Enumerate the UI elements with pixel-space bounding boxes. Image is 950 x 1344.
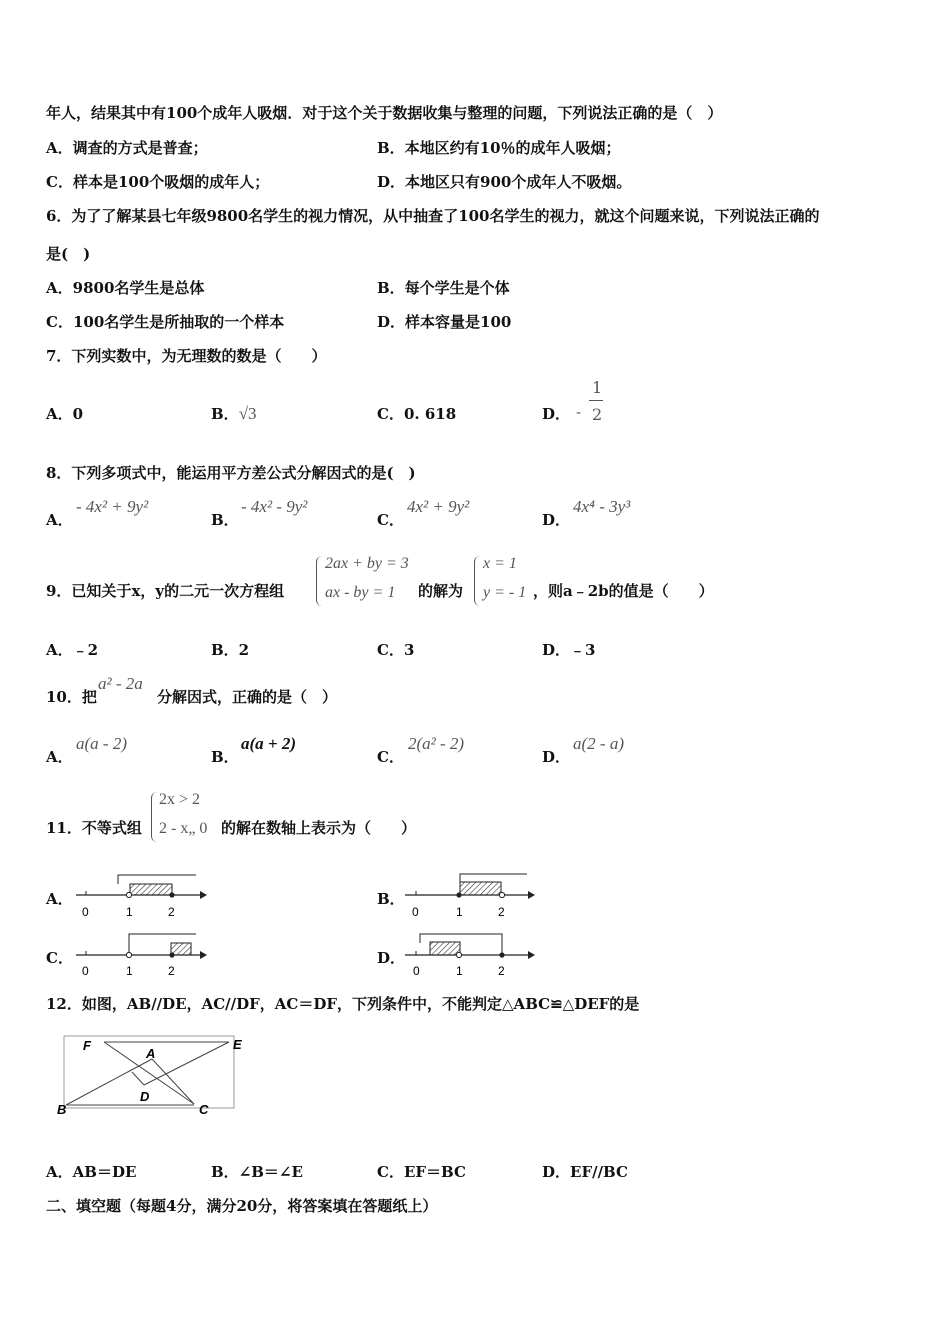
q11-numberline-b <box>405 874 535 919</box>
q5-option-c: C．样本是100个吸烟的成年人； <box>46 173 270 191</box>
q11-inequality-1: 2x > 2 <box>159 791 201 808</box>
q5-option-d: D．本地区只有900个成年人不吸烟。 <box>377 173 632 191</box>
q11-a-tick-2: 2 <box>168 905 175 919</box>
q6-option-d: D．样本容量是100 <box>377 313 512 331</box>
q12-option-c: C．EF＝BC <box>377 1163 466 1181</box>
q10-b-math: a(a + 2) <box>241 734 297 753</box>
q12-label-e: E <box>233 1037 242 1052</box>
q10-d-math: a(2 - a) <box>573 734 624 753</box>
q5-option-b: B．本地区约有10％的成年人吸烟； <box>377 139 621 157</box>
q6-stem-line2: 是( ) <box>46 245 91 263</box>
q12-label-d: D <box>140 1089 150 1104</box>
q12-label-f: F <box>83 1038 91 1053</box>
q5-stem: 年人，结果其中有100个成年人吸烟．对于这个关于数据收集与整理的问题，下列说法正确的是（ ） <box>46 104 723 122</box>
q10-stem-post: 分解因式，正确的是（ ） <box>157 688 338 706</box>
q9-option-c: C．3 <box>377 641 415 659</box>
q6-option-a: A．9800名学生是总体 <box>46 279 205 297</box>
q7-b-label: B． <box>211 405 239 423</box>
q11-c-label: C． <box>46 949 73 967</box>
q7-d-sign: - <box>576 403 582 421</box>
q6-option-b: B．每个学生是个体 <box>377 279 510 297</box>
q10-a-math: a(a - 2) <box>76 734 127 753</box>
q11-d-tick-1: 1 <box>456 964 463 978</box>
q11-inequality-2: 2 - x„ 0 <box>159 820 208 837</box>
q10-b-label: B． <box>211 748 239 766</box>
q6-option-c: C．100名学生是所抽取的一个样本 <box>46 313 285 331</box>
q11-stem-post: 的解在数轴上表示为（ ） <box>221 819 417 837</box>
q11-numberline-d <box>405 934 535 978</box>
q12-label-c: C <box>199 1102 209 1117</box>
q5-option-a: A．调查的方式是普查； <box>46 139 208 157</box>
q7-d-numerator: 1 <box>592 378 603 397</box>
q11-numberline-a <box>76 875 207 919</box>
q8-d-label: D． <box>542 511 571 529</box>
q11-b-tick-0: 0 <box>412 905 419 919</box>
q8-d-math: 4x⁴ - 3y³ <box>573 497 631 516</box>
q9-solution-1: x = 1 <box>483 555 517 572</box>
q8-c-math: 4x² + 9y² <box>407 497 470 516</box>
q8-b-label: B． <box>211 511 239 529</box>
q11-c-tick-0: 0 <box>82 964 89 978</box>
q11-numberline-c <box>76 934 207 978</box>
q8-b-math: - 4x² - 9y² <box>241 497 308 516</box>
q11-d-label: D． <box>377 949 406 967</box>
q10-c-label: C． <box>377 748 404 766</box>
q7-b-math: √3 <box>238 404 257 423</box>
q10-a-label: A． <box>46 748 73 766</box>
q11-b-tick-2: 2 <box>498 905 505 919</box>
section2-title: 二、填空题（每题4分，满分20分，将答案填在答题纸上） <box>46 1197 438 1215</box>
q12-label-b: B <box>57 1102 67 1117</box>
q11-a-label: A． <box>46 890 73 908</box>
q8-a-math: - 4x² + 9y² <box>76 497 149 516</box>
q12-stem: 12．如图，AB//DE，AC//DF，AC＝DF，下列条件中，不能判定△ABC≌△DEF的是 <box>46 995 640 1013</box>
q12-option-a: A．AB＝DE <box>46 1163 137 1181</box>
q7-d-denominator: 2 <box>592 405 603 424</box>
q9-stem-post: ，则a﹣2b的值是（ ） <box>533 582 714 600</box>
q7-c-label: C． <box>377 405 404 423</box>
q11-a-tick-0: 0 <box>82 905 89 919</box>
q11-d-tick-2: 2 <box>498 964 505 978</box>
q12-label-a: A <box>146 1046 156 1061</box>
q9-equation-1: 2ax + by = 3 <box>325 555 409 572</box>
q10-expression: a² - 2a <box>98 674 143 693</box>
q10-d-label: D． <box>542 748 571 766</box>
q7-option-d-label: D． <box>542 405 571 423</box>
q9-stem-mid: 的解为 <box>418 582 464 600</box>
q9-option-a: A．﹣2 <box>46 641 99 659</box>
q9-stem-pre: 9．已知关于x，y的二元一次方程组 <box>46 582 285 600</box>
q7-c-value: 0. 618 <box>403 405 457 423</box>
q11-stem-pre: 11．不等式组 <box>46 819 142 837</box>
q12-option-b: B．∠B＝∠E <box>211 1163 303 1181</box>
q11-d-tick-0: 0 <box>413 964 420 978</box>
q7-a-label: A． <box>46 405 73 423</box>
q9-equation-2: ax - by = 1 <box>325 584 396 601</box>
q11-b-label: B． <box>377 890 405 908</box>
q8-stem: 8．下列多项式中，能运用平方差公式分解因式的是( ) <box>46 464 416 482</box>
q12-option-d: D．EF//BC <box>542 1163 628 1181</box>
q9-option-d: D．﹣3 <box>542 641 596 659</box>
q10-stem-pre: 10．把 <box>46 688 97 706</box>
q11-c-tick-1: 1 <box>126 964 133 978</box>
q9-option-b: B．2 <box>211 641 250 659</box>
q12-figure <box>57 1036 242 1117</box>
q8-c-label: C． <box>377 511 404 529</box>
q7-stem: 7．下列实数中，为无理数的数是（ ） <box>46 347 327 365</box>
q11-c-tick-2: 2 <box>168 964 175 978</box>
q7-a-value: 0 <box>72 405 84 423</box>
q9-solution-2: y = - 1 <box>483 584 527 601</box>
q10-c-math: 2(a² - 2) <box>408 734 465 753</box>
q11-b-tick-1: 1 <box>456 905 463 919</box>
q11-a-tick-1: 1 <box>126 905 133 919</box>
q6-stem-line1: 6．为了了解某县七年级9800名学生的视力情况，从中抽查了100名学生的视力，就这个问题来说，下列说法正确的 <box>46 207 820 225</box>
q8-a-label: A． <box>46 511 73 529</box>
